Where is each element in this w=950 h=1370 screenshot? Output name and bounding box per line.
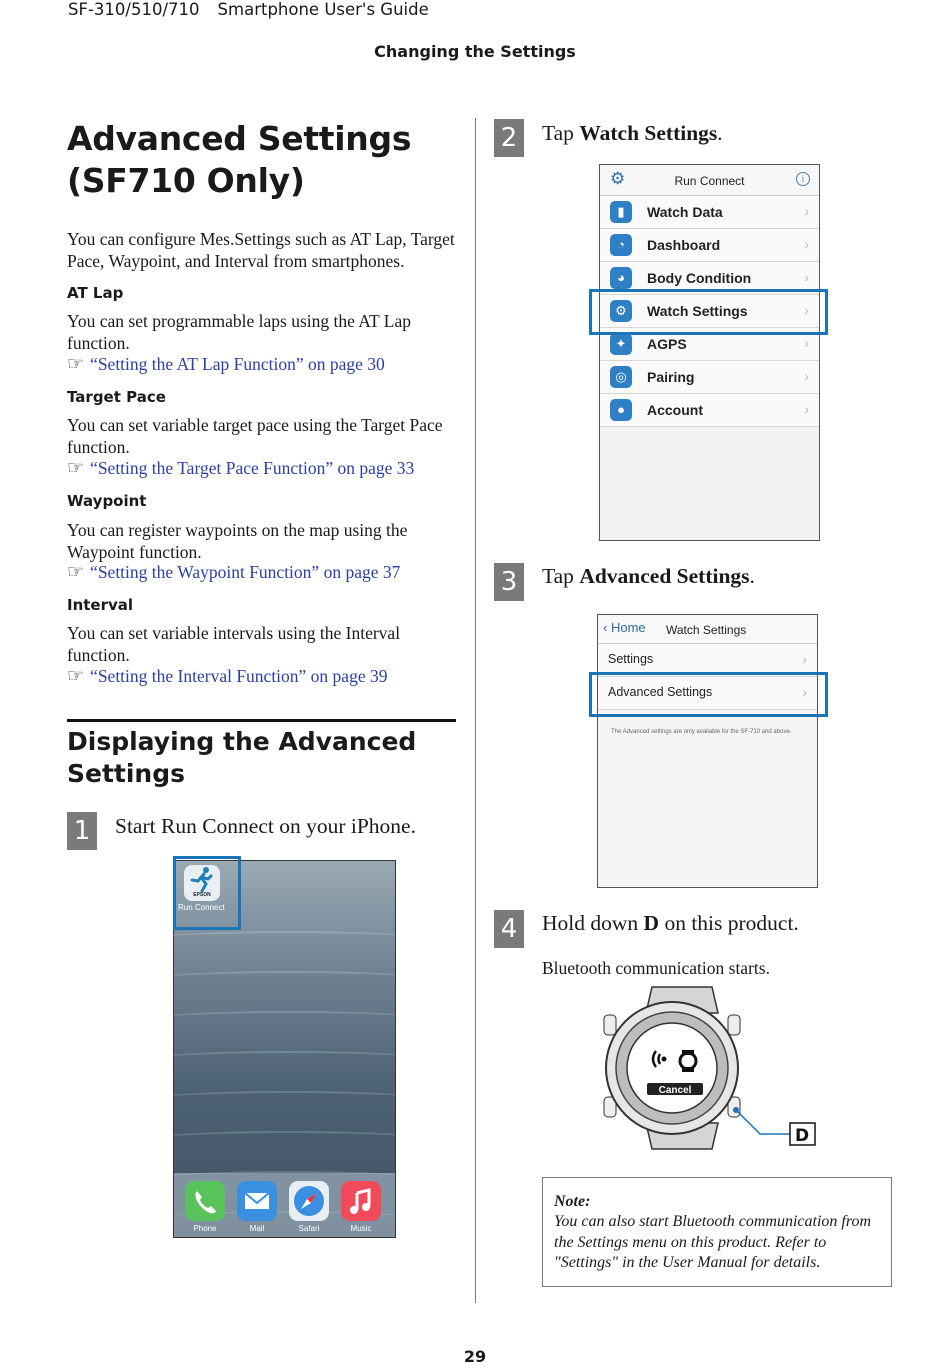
note-box [542,1177,892,1287]
watch-illustration [600,983,825,1153]
interval-link[interactable]: “Setting the Interval Function” on page 39 [90,666,388,686]
note-title: Note: [554,1193,591,1210]
hand-pointer-icon: ☞ [67,354,85,375]
note-body: You can also start Bluetooth communication from the Settings menu on this product. Refer to "Settings" in the User Manual for details. [554,1213,872,1271]
chevron-right-icon: › [802,684,807,700]
subheading-at-lap: AT Lap [67,284,124,302]
model-name: SF-310/510/710 [68,0,200,19]
step-3-text: Tap Advanced Settings. [542,564,755,588]
dock-label-phone: Phone [193,1224,217,1233]
mail-app-icon[interactable] [237,1181,277,1221]
waypoint-reference[interactable] [67,562,462,584]
running-header [68,0,447,19]
body-condition-icon: ◕ [610,267,632,289]
interval-reference[interactable] [67,666,462,688]
hand-pointer-icon: ☞ [67,562,85,583]
d-button-label: D [794,1126,810,1146]
screen-title: Watch Settings [666,623,747,637]
chevron-right-icon: › [804,335,809,351]
at-lap-reference[interactable] [67,354,462,376]
page-number: 29 [463,1347,487,1366]
step-3-number: 3 [494,563,524,601]
menu-item-dashboard[interactable]: ◔ Dashboard › [600,229,819,262]
waypoint-text: You can register waypoints on the map using the Waypoint function. [67,520,408,562]
section-title: Displaying the Advanced Settings [67,727,417,788]
person-icon: ● [610,399,632,421]
watch-settings-icon: ⚙ [610,300,632,322]
step-1-text: Start Run Connect on your iPhone. [115,814,416,838]
chevron-right-icon: › [804,269,809,285]
menu-item-watch-settings[interactable]: ⚙ Watch Settings › [600,295,819,328]
step-4-number: 4 [494,910,524,948]
subheading-waypoint: Waypoint [67,492,147,510]
advanced-settings-row[interactable]: Advanced Settings › [598,677,817,710]
back-button[interactable]: ‹ Home [603,620,646,635]
subheading-interval: Interval [67,596,134,614]
chevron-right-icon: › [804,368,809,384]
at-lap-text: You can set programmable laps using the AT Lap function. [67,311,411,353]
target-pace-text: You can set variable target pace using the Target Pace function. [67,415,443,457]
section-header: Changing the Settings [374,42,576,61]
step-2-text: Tap Watch Settings. [542,121,723,145]
page-title: Advanced Settings (SF710 Only) [67,119,412,200]
pairing-icon: ◎ [610,366,632,388]
cancel-label: Cancel [658,1085,692,1096]
gear-icon[interactable]: ⚙ [610,169,626,188]
menu-item-body-condition[interactable]: ◕ Body Condition › [600,262,819,295]
guide-name: Smartphone User's Guide [217,0,429,19]
chevron-right-icon: › [804,203,809,219]
hand-pointer-icon: ☞ [67,458,85,479]
step-2-number: 2 [494,119,524,157]
phone-app-icon[interactable] [185,1181,225,1221]
chevron-right-icon: › [802,651,807,667]
watch-settings-screen [597,614,818,888]
intro-text: You can configure Mes.Settings such as AT Lap, Target Pace, Waypoint, and Interval from smartphones. [67,229,455,271]
subheading-target-pace: Target Pace [67,388,166,406]
target-pace-reference[interactable] [67,458,462,480]
advanced-footnote: The Advanced settings are only available for the SF-710 and above. [611,729,792,735]
menu-item-agps[interactable]: ✦ AGPS › [600,328,819,361]
app-label: Run Connect [178,903,225,912]
run-connect-menu-screen [599,164,820,541]
info-icon[interactable]: i [796,172,810,186]
dock [174,1173,395,1237]
chevron-right-icon: › [804,236,809,252]
menu-item-account[interactable]: ● Account › [600,394,819,427]
dock-label-music: Music [350,1224,372,1233]
run-connect-highlight [173,856,241,930]
interval-text: You can set variable intervals using the Interval function. [67,623,401,665]
column-divider [475,118,476,1303]
step-1-number: 1 [67,812,97,850]
watch-settings-highlight [589,289,828,335]
music-app-icon[interactable] [341,1181,381,1221]
at-lap-link[interactable]: “Setting the AT Lap Function” on page 30 [90,354,385,374]
dock-label-safari: Safari [298,1224,320,1233]
target-pace-link[interactable]: “Setting the Target Pace Function” on page 33 [90,458,415,478]
step-4-text: Hold down D on this product. [542,911,799,935]
bar-chart-icon: ▮ [610,201,632,223]
menu-item-watch-data[interactable]: ▮ Watch Data › [600,196,819,229]
advanced-settings-highlight [589,672,828,717]
menu-item-pairing[interactable]: ◎ Pairing › [600,361,819,394]
satellite-icon: ✦ [610,333,632,355]
chevron-right-icon: › [804,302,809,318]
waypoint-link[interactable]: “Setting the Waypoint Function” on page 37 [90,562,401,582]
hand-pointer-icon: ☞ [67,666,85,687]
menu-title: Run Connect [674,174,745,188]
chevron-left-icon: ‹ [603,620,608,635]
dock-label-mail: Mail [249,1224,265,1233]
settings-row[interactable]: Settings › [598,644,817,677]
dashboard-icon: ◔ [610,234,632,256]
app-brand: EPSON [193,892,211,898]
chevron-right-icon: › [804,401,809,417]
safari-app-icon[interactable] [289,1181,329,1221]
section-rule [67,719,456,722]
step-4-subtext: Bluetooth communication starts. [542,958,770,978]
